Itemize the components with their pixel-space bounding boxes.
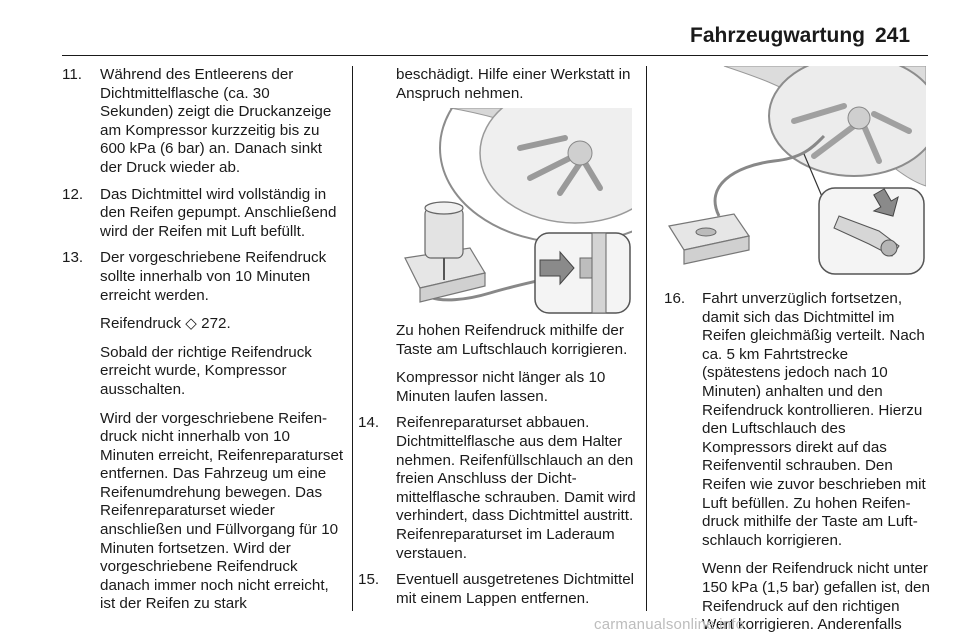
paragraph: Wird der vorgeschriebene Reifendruck nicht innerhalb von 10 Minuten erreicht, Reifenreparaturset entfernen. Das Fahrzeug um eine Reifenumdrehung bewegen. Das Reifenreparaturset wieder anschließen und Füllvorgang für 10 Minuten fortsetzen. Wird der vorgeschriebene Reifendruck danach immer noch nicht erreicht, ist der Reifen zu stark	[100, 409, 344, 613]
list-item	[358, 571, 640, 608]
list-item	[358, 414, 640, 563]
list-item-text: Das Dichtmittel wird vollständig in den Reifen gepumpt. Anschließend wird der Reifen mit Luft befüllt.	[100, 185, 337, 240]
list-item	[664, 290, 930, 550]
column-1	[62, 66, 346, 614]
continuation-paragraph: beschädigt. Hilfe einer Werkstatt in Anspruch nehmen.	[396, 66, 631, 102]
column-2	[358, 66, 640, 103]
list-item-text: Während des Entleerens der Dichtmittelflasche (ca. 30 Sekunden) zeigt die Druckanzeige am Kompressor kurzzeitig bis zu 600 kPa (6 bar) an. Danach sinkt der Druck wieder ab.	[100, 66, 332, 176]
list-item-number: 16.	[664, 290, 686, 307]
list-item-text: Eventuell ausgetretenes Dichtmittel mit einem Lappen entfernen.	[396, 571, 635, 607]
list-item-number: 15.	[358, 571, 380, 589]
list-item	[62, 66, 346, 178]
column-divider	[646, 66, 647, 611]
header-divider	[62, 55, 928, 56]
paragraph: Sobald der richtige Reifendruck erreicht wurde, Kompressor ausschalten.	[100, 343, 312, 398]
column-3	[664, 290, 930, 635]
page-title: Fahrzeugwartung	[690, 24, 866, 47]
list-item-number: 12.	[62, 185, 84, 203]
list-item-number: 14.	[358, 414, 380, 432]
page-number: 241	[875, 24, 911, 47]
list-item-number: 13.	[62, 249, 84, 267]
paragraph: Wenn der Reifendruck nicht unter 150 kPa (1,5 bar) gefallen ist, den Reifendruck auf den richtigen Wert korrigieren. Anderenfalls	[702, 560, 930, 634]
list-item-text: Reifenreparaturset abbauen. Dichtmittelflasche aus dem Halter nehmen. Reifenfüllschlauch an den freien Anschluss der Dichtmittelflasche schrauben. Damit wird verhindert, dass Dichtmittel austritt. Reifenreparaturset im Laderaum verstauen.	[396, 414, 636, 562]
reference-paragraph: Reifendruck ◇ 272.	[100, 315, 231, 333]
list-item-text: Fahrt unverzüglich fortsetzen, damit sich das Dichtmittel im Reifen gleichmäßig verteilt. Nach ca. 5 km Fahrtstrecke (spätestens jedoch nach 10 Minuten) anhalten und den Reifendruck kontrollieren. Hierzu den Luftschlauch des Kompressors direkt auf das Reifenventil schrauben. Den Reifen wie zuvor beschrieben mit Luft befüllen. Zu hohen Reifendruck mithilfe der Taste am Luftschlauch korrigieren.	[702, 290, 926, 549]
watermark: carmanualsonline.info	[594, 616, 745, 633]
paragraph: Kompressor nicht länger als 10 Minuten laufen lassen.	[396, 369, 606, 405]
compressor-illustration	[370, 108, 632, 318]
list-item-text: Der vorgeschriebene Reifendruck sollte innerhalb von 10 Minuten erreicht werden.	[100, 249, 327, 304]
paragraph: Zu hohen Reifendruck mithilfe der Taste am Luftschlauch korrigieren.	[396, 322, 628, 358]
list-item	[62, 249, 346, 305]
column-divider	[352, 66, 353, 611]
list-item	[62, 186, 346, 242]
list-item-number: 11.	[62, 66, 82, 83]
valve-hose-illustration	[664, 66, 926, 276]
column-2-lower	[358, 322, 640, 608]
